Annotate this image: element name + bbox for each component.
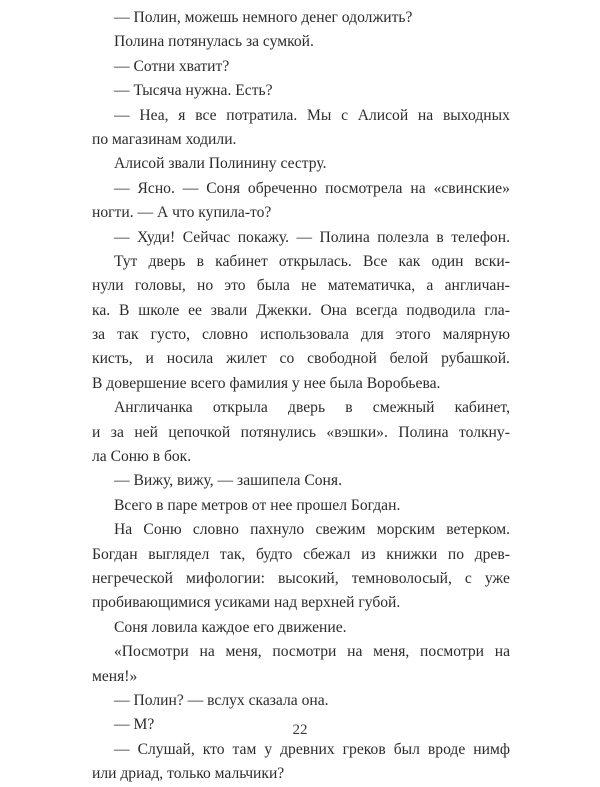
text-line: На Соню словно пахнуло свежим морским ветерком. [114,521,510,539]
text-line: В довершение всего фамилия у нее была Воробьева. [92,374,441,392]
text-line: по магазинам ходили. [92,130,237,148]
text-line: — Тысяча нужна. Есть? [114,82,273,100]
text-line: — Неа, я все потратила. Мы с Алисой на выходных [114,106,510,124]
text-line: Алисой звали Полинину сестру. [114,155,327,173]
text-line: пробивающимися усиками над верхней губой. [92,594,401,612]
text-line: ка. В школе ее звали Джекки. Она всегда подводила гла- [92,301,510,319]
text-line: «Посмотри на меня, посмотри на меня, посмотри на [114,643,510,661]
page-text [92,6,510,787]
text-line: негреческой мифологии: высокий, темноволосый, с уже [92,569,510,587]
text-line: — Полин? — вслух сказала она. [114,691,329,709]
text-line: нули головы, но это была не математичка, а англичан- [92,277,510,295]
text-line: — Ясно. — Соня обреченно посмотрела на «свинские» [114,179,510,197]
text-line: ла Соню в бок. [92,448,192,466]
text-line: Соня ловила каждое его движение. [114,618,347,636]
text-line: Всего в паре метров от нее прошел Богдан. [114,496,401,514]
text-line: — Худи! Сейчас покажу. — Полина полезла в телефон. [114,228,510,246]
text-line: Англичанка открыла дверь в смежный кабинет, [114,399,510,417]
text-line: и за ней цепочкой потянулись «вэшки». Полина толкну- [92,423,510,441]
text-line: Полина потянулась за сумкой. [114,33,314,51]
text-line: — Слушай, кто там у древних греков был вроде нимф [114,740,510,758]
text-line: — Вижу, вижу, — зашипела Соня. [114,472,342,490]
text-line: Тут дверь в кабинет открылась. Все как один вски- [114,252,510,270]
text-line: ногти. — А что купила-то? [92,204,272,222]
text-line: за так густо, словно использовала для этого малярную [92,326,510,344]
text-line: — Сотни хватит? [114,57,230,75]
text-line: — Полин, можешь немного денег одолжить? [114,9,413,26]
text-line: или дриад, только мальчики? [92,765,285,783]
page-number: 22 [292,722,308,738]
text-line: Богдан выглядел так, будто сбежал из книжки по древ- [92,545,510,563]
text-line: меня!» [92,667,138,685]
text-line: — М? [114,716,155,734]
text-line: кисть, и носила жилет со свободной белой рубашкой. [92,350,510,368]
